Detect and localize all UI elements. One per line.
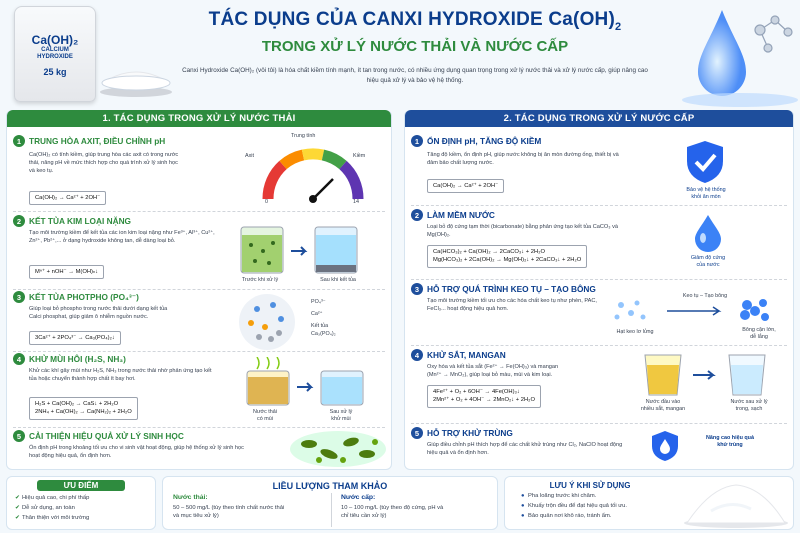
wastewater-panel	[6, 110, 392, 470]
ww-section-2-title: KẾT TỦA KIM LOẠI NẶNG	[29, 216, 132, 226]
phosphate-molecule-image	[237, 293, 297, 351]
microorganisms-image	[289, 430, 387, 468]
beakers-odor-image	[243, 357, 373, 407]
sw-section-2-text: Loại bỏ độ cứng tạm thời (bicarbonate) bằng phản ứng tạo kết tủa CaCO₃ và Mg(OH)₂.	[427, 224, 618, 239]
deodorized-water-caption: Sau xử lý khử mùi	[329, 409, 353, 422]
water-drop-image	[680, 0, 800, 110]
dosage-supply-title: Nước cấp:	[341, 494, 376, 501]
ww-section-2-equation: Mⁿ⁺ + nOH⁻ → M(OH)ₙ↓	[29, 265, 104, 279]
ww-section-4-text: Khử các khí gây mùi như H₂S, NH₃ trong nước thải nhờ phản ứng tạo kết tủa hoặc chuyển thành hợp chất ít bay hơi.	[29, 368, 212, 383]
sw-section-1-title: ỔN ĐỊNH pH, TĂNG ĐỘ KIỀM	[427, 136, 542, 146]
gauge-min-label: 0	[265, 199, 268, 205]
sw-section-1	[411, 135, 787, 211]
ww-section-5-text: Ổn định pH trong khoảng tối ưu cho vi sinh vật hoạt động, giúp hệ thống xử lý sinh học hoạt động hiệu quả, ổn định hơn.	[29, 445, 244, 460]
notes-title: LƯU Ý KHI SỬ DỤNG	[549, 481, 631, 490]
sw-section-4-text: Oxy hóa và kết tủa sắt (Fe²⁺ → Fe(OH)₃) và mangan (Mn²⁺ → MnO₂), giúp loại bỏ màu, mùi và kim loại.	[427, 364, 559, 379]
large-flocs-caption: Bông cặn lớn, dễ lắng	[742, 327, 776, 340]
disinfection-caption: Nâng cao hiệu quả khử trùng	[706, 435, 754, 448]
note-item: ● Khuấy trộn đều để đạt hiệu quả tối ưu.	[521, 502, 627, 509]
sack-formula: Ca(OH)₂	[31, 33, 79, 47]
dosage-wastewater-title: Nước thải:	[173, 494, 208, 501]
sw-section-2-title: LÀM MỀM NƯỚC	[427, 210, 495, 220]
sw-section-4-title: KHỬ SẮT, MANGAN	[427, 350, 506, 360]
sw-section-1-number: 1	[411, 135, 423, 147]
ph-gauge-image	[253, 141, 373, 207]
note-item: ● Bảo quản nơi khô ráo, tránh ẩm.	[521, 512, 612, 519]
advantages-box	[6, 476, 156, 530]
ww-section-3-equation: 3Ca²⁺ + 2PO₄³⁻ → Ca₃(PO₄)₂↓	[29, 331, 121, 345]
calcium-hydroxide-sack	[14, 6, 96, 102]
sw-section-5-title: HỖ TRỢ KHỬ TRÙNG	[427, 428, 513, 438]
ww-section-1-text: Ca(OH)₂ có tính kiềm, giúp trung hòa các axit có trong nước thải, nâng pH về mức thích hợp cho quá trình xử lý sinh học và keo tụ.	[29, 152, 179, 175]
intro-text: Canxi Hydroxide Ca(OH)₂ (vôi tôi) là hóa chất kiềm tính mạnh, ít tan trong nước, có nhiều ứng dụng quan trọng trong xử lý nước thải và xử lý nước cấp, giúp nâng cao hiệu quả xử lý và bảo vệ hệ thống.	[182, 67, 648, 84]
sack-name-1: CALCIUM	[41, 47, 69, 53]
beakers-heavy-metal-image	[237, 221, 367, 277]
calcium-phosphate-label: Ca₃(PO₄)₂	[311, 331, 336, 337]
dosage-box	[162, 476, 498, 530]
clean-water-caption: Nước sau xử lý trong, sạch	[730, 399, 768, 412]
shield-drop-icon	[649, 429, 681, 463]
ww-section-1-title: TRUNG HÒA AXIT, ĐIỀU CHỈNH pH	[29, 136, 166, 146]
sw-section-1-equation: Ca(OH)₂ → Ca²⁺ + 2OH⁻	[427, 179, 504, 193]
advantages-list	[7, 494, 155, 524]
ww-section-4-title: KHỬ MÙI HÔI (H₂S, NH₃)	[29, 354, 126, 364]
page-title: TÁC DỤNG CỦA CANXI HYDROXIDE $Ca(OH)_2$	[208, 9, 622, 33]
sw-section-5-number: 5	[411, 427, 423, 439]
ww-section-3-text: Giúp loại bỏ phospho trong nước thải dưới dạng kết tủa Calci phosphat, giúp giảm ô nhiễm nguồn nước.	[29, 306, 168, 321]
sw-section-3-number: 3	[411, 283, 423, 295]
sw-section-2-equations	[427, 245, 587, 268]
sw-section-2	[411, 209, 787, 279]
dosage-wastewater-text: 50 – 500 mg/L (tùy theo tính chất nước thải và mục tiêu xử lý)	[173, 505, 285, 520]
gauge-max-label: 14	[353, 199, 359, 205]
ww-section-5	[13, 430, 385, 468]
ww-section-1-equation: Ca(OH)₂ → Ca²⁺ + 2OH⁻	[29, 191, 106, 205]
page-subtitle: TRONG XỬ LÝ NƯỚC THẢI VÀ NƯỚC CẤP	[261, 38, 569, 55]
sw-section-5-text: Giúp điều chỉnh pH thích hợp để các chất khử trùng như Cl₂, NaClO hoạt động hiệu quả và ổn định hơn.	[427, 442, 623, 457]
ww-section-4	[13, 353, 385, 429]
advantage-item: ✔ Hiệu quả cao, chi phí thấp	[15, 495, 90, 501]
supply-water-panel	[404, 110, 794, 470]
dosage-title: LIỀU LƯỢNG THAM KHẢO	[272, 481, 388, 491]
ww-section-3-number: 3	[13, 291, 25, 303]
corrosion-protection-caption: Bảo vệ hệ thống khỏi ăn mòn	[686, 187, 726, 200]
ww-section-5-title: CẢI THIỆN HIỆU QUẢ XỬ LÝ SINH HỌC	[29, 431, 184, 441]
sw-section-4-equation-1: 4Fe²⁺ + O₂ + 6OH⁻ → 4Fe(OH)₃↓	[433, 389, 520, 395]
ww-section-4-equation-1: H₂S + Ca(OH)₂ → CaS↓ + 2H₂O	[35, 401, 119, 407]
advantage-item: ✔ Thân thiện với môi trường	[15, 514, 90, 521]
sw-section-3-text: Tạo môi trường kiềm tối ưu cho các hóa chất keo tụ như phèn, PAC, FeCl₃... hoạt động hiệu quả hơn.	[427, 298, 597, 313]
sw-section-2-equation-2: Mg(HCO₃)₂ + 2Ca(OH)₂ → Mg(OH)₂↓ + 2CaCO₃↓ + 2H₂O	[433, 257, 582, 264]
powder-pile-image	[681, 481, 791, 529]
ww-section-2	[13, 215, 385, 291]
sw-section-4-equations	[427, 385, 541, 408]
gauge-acid-label: Axit	[245, 153, 254, 159]
sw-section-4-equation-2: 2Mn²⁺ + O₂ + 4OH⁻ → 2MnO₂↓ + 2H₂O	[433, 397, 535, 404]
ww-section-4-equation-2: 2NH₄ + Ca(OH)₂ → Ca(NH₂)₂ + 2H₂O	[35, 409, 132, 416]
dosage-supply-text: 10 – 100 mg/L (tùy theo độ cứng, pH và chỉ tiêu cần xử lý)	[341, 505, 444, 520]
suspended-particles-caption: Hạt keo lơ lửng	[616, 329, 654, 335]
shield-check-icon	[683, 139, 727, 185]
raw-wastewater-caption: Nước thải có mùi	[253, 409, 277, 422]
sack-name-2: HYDROXIDE	[37, 54, 73, 61]
ww-section-4-number: 4	[13, 353, 25, 365]
water-drop-icon	[691, 213, 725, 253]
ww-section-2-text: Tạo môi trường kiềm để kết tủa các ion kim loại nặng như Fe³⁺, Al³⁺, Cu²⁺, Zn²⁺, Pb²⁺,... ở dạng hydroxide không tan, dễ dàng loại bỏ.	[29, 230, 215, 245]
before-treatment-caption: Trước khi xử lý	[241, 277, 279, 283]
raw-iron-water-caption: Nước đầu vào nhiều sắt, mangan	[640, 399, 686, 412]
coagulation-arrow-label: Keo tụ – Tạo bông	[682, 293, 728, 299]
sw-section-3-title: HỖ TRỢ QUÁ TRÌNH KEO TỤ – TẠO BÔNG	[427, 284, 596, 294]
gauge-neutral-label: Trung tính	[291, 133, 316, 139]
notes-box	[504, 476, 794, 530]
ww-section-3-title: KẾT TỦA PHOTPHO (PO₄³⁻)	[29, 292, 139, 302]
wastewater-panel-title: 1. TÁC DỤNG TRONG XỬ LÝ NƯỚC THẢI	[7, 110, 391, 127]
sw-section-5	[411, 427, 787, 467]
notes-list	[521, 492, 627, 522]
ww-section-5-number: 5	[13, 430, 25, 442]
gauge-base-label: Kiềm	[353, 153, 366, 159]
ww-section-1-number: 1	[13, 135, 25, 147]
after-precipitation-caption: Sau khi kết tủa	[320, 277, 356, 283]
advantages-title: ƯU ĐIỂM	[37, 480, 125, 491]
ww-section-2-number: 2	[13, 215, 25, 227]
calcium-ion-label: Ca²⁺	[311, 311, 323, 317]
sw-section-1-text: Tăng độ kiềm, ổn định pH, giúp nước không bị ăn mòn đường ống, thiết bị và đảm bảo chất lượng nước.	[427, 152, 619, 167]
iron-manganese-glasses-image	[637, 351, 777, 397]
ww-section-1	[13, 135, 385, 211]
phosphate-label: PO₄³⁻	[311, 299, 326, 305]
sw-section-2-equation-1: Ca(HCO₃)₂ + Ca(OH)₂ → 2CaCO₃↓ + 2H₂O	[433, 249, 545, 255]
powder-bowl-image	[96, 58, 176, 98]
sw-section-4-number: 4	[411, 349, 423, 361]
sw-section-4	[411, 349, 787, 421]
sack-weight: 25 kg	[43, 67, 67, 78]
sw-section-3	[411, 283, 787, 345]
ww-section-3	[13, 291, 385, 351]
note-item: ● Pha loãng trước khi châm.	[521, 493, 597, 499]
ww-section-4-equations	[29, 397, 138, 420]
sw-section-2-number: 2	[411, 209, 423, 221]
precipitate-label: Kết tủa	[311, 323, 329, 329]
supply-water-panel-title: 2. TÁC DỤNG TRONG XỬ LÝ NƯỚC CẤP	[405, 110, 793, 127]
advantage-item: ✔ Dễ sử dụng, an toàn	[15, 504, 75, 511]
hardness-reduction-caption: Giảm độ cứng của nước	[690, 255, 726, 268]
